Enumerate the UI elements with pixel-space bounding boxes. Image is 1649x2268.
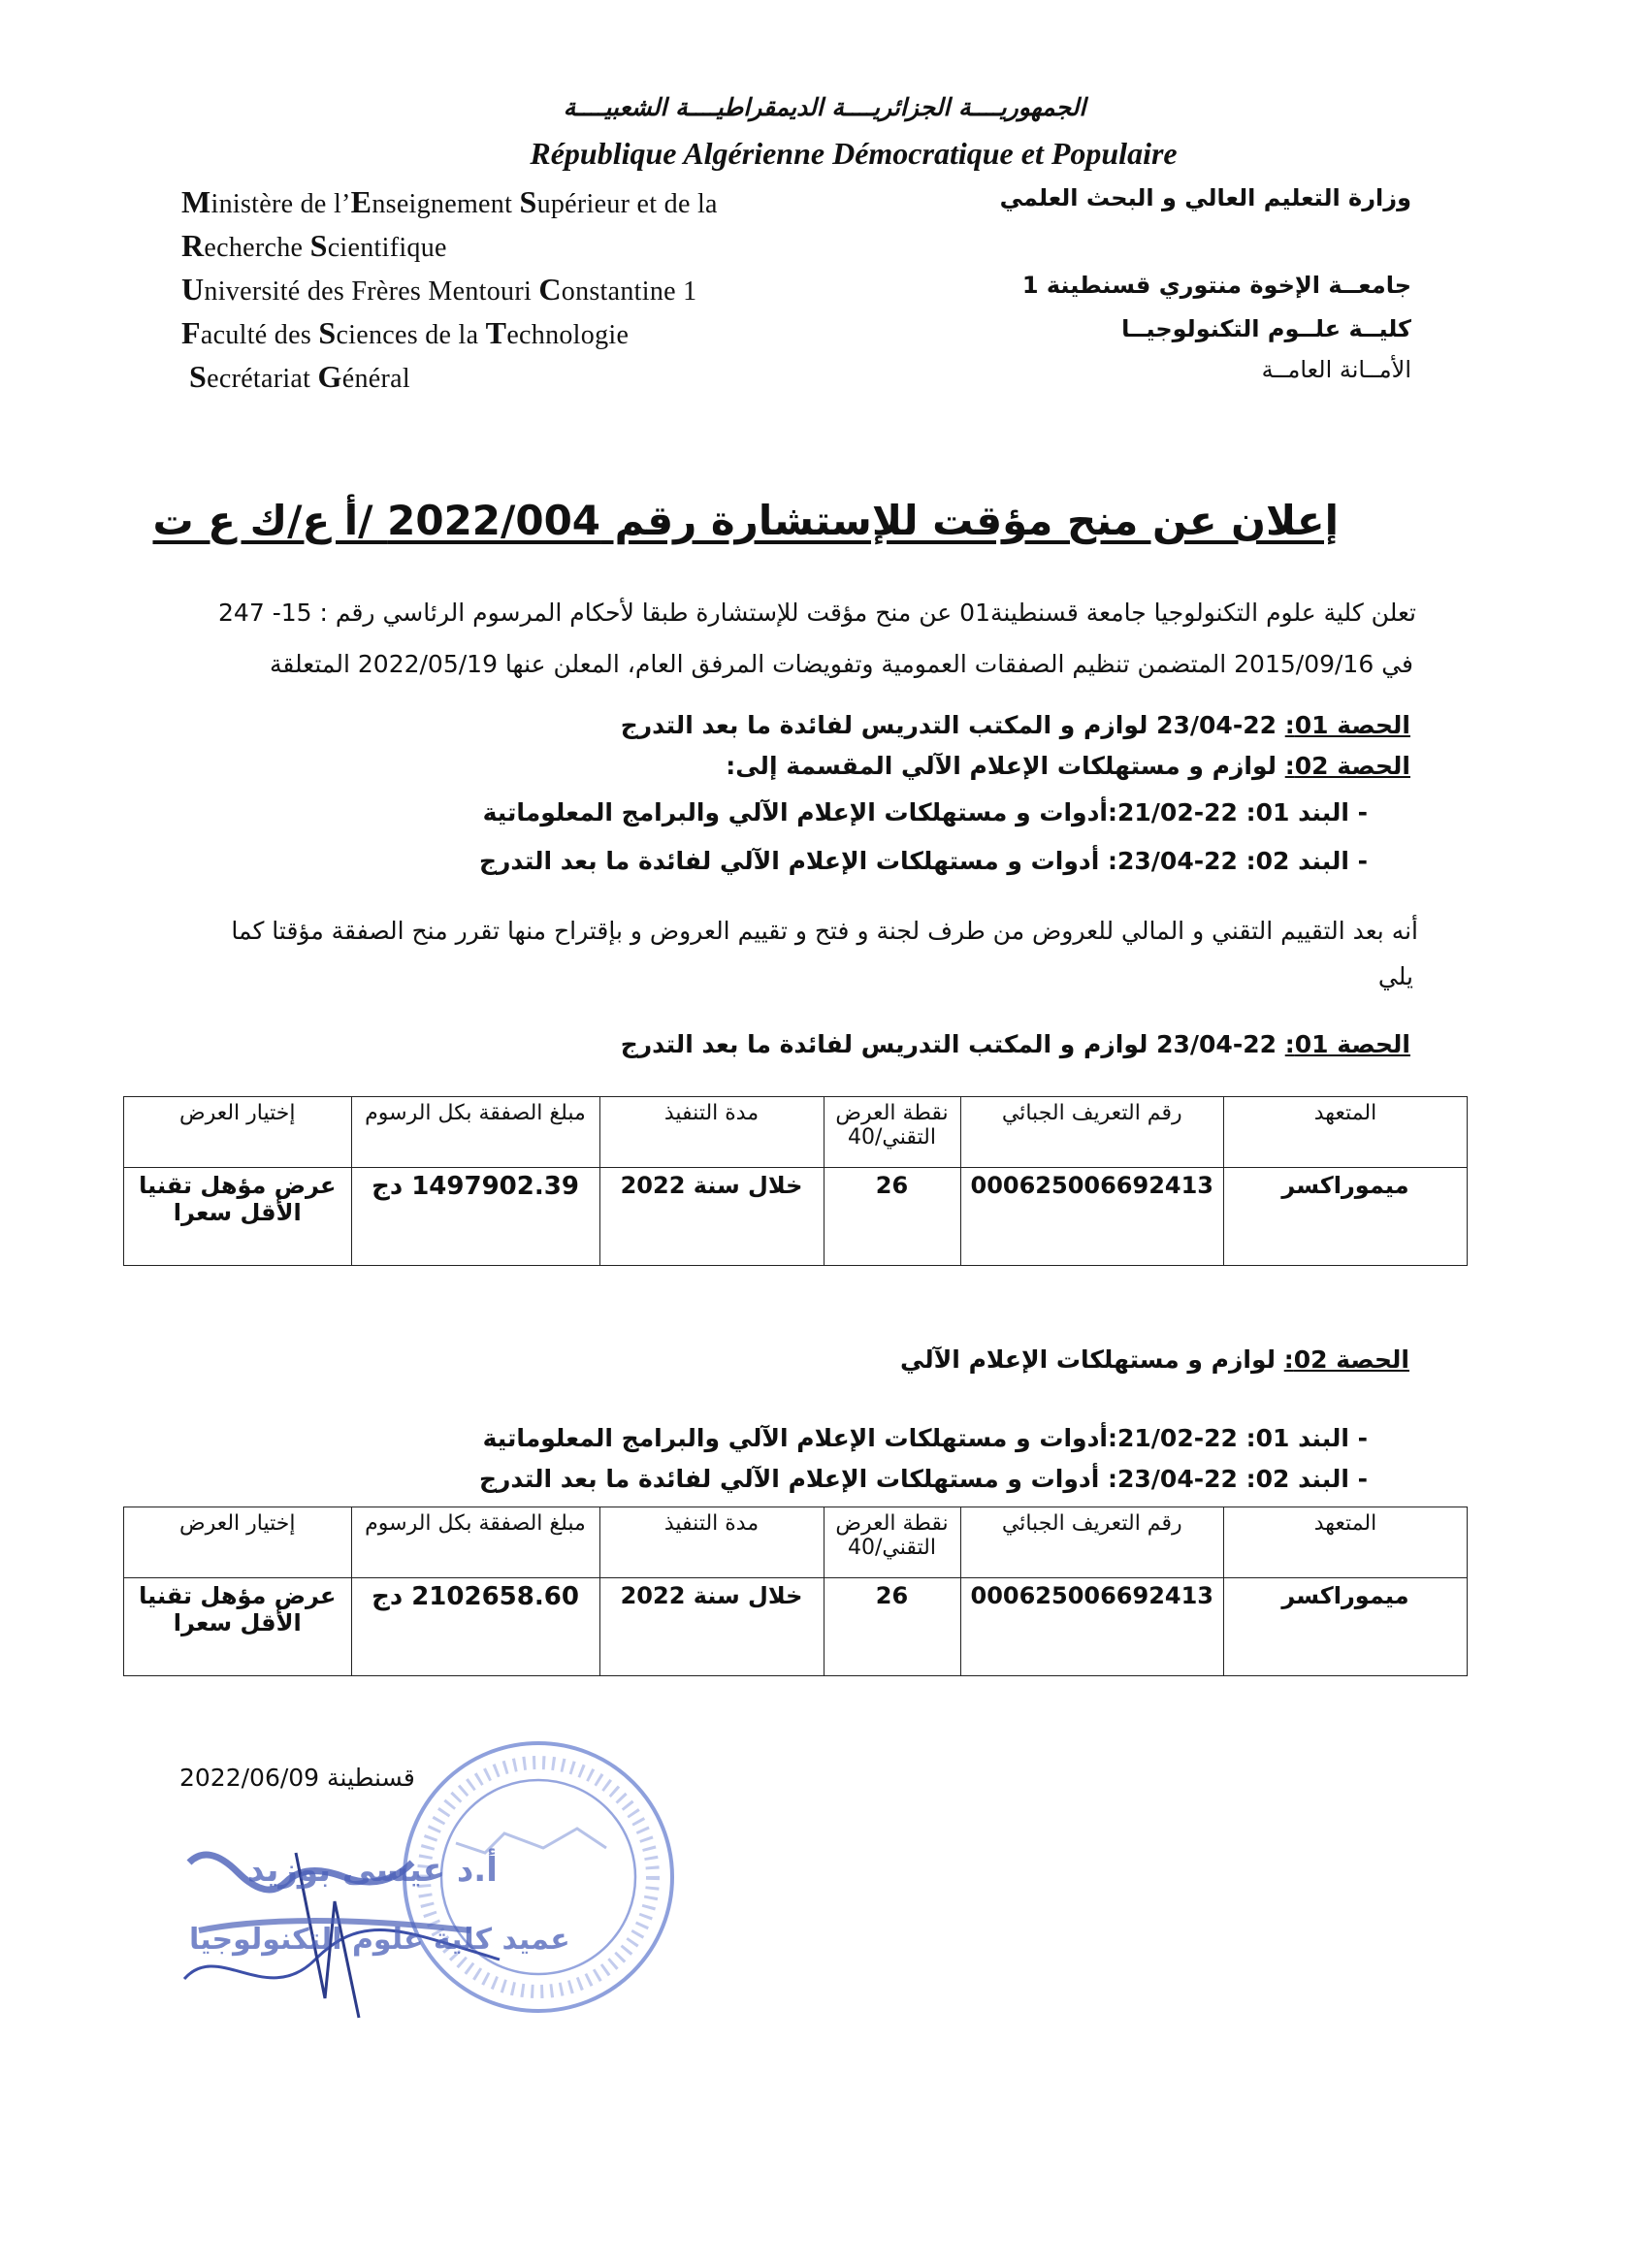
- cell-duration: خلال سنة 2022: [599, 1578, 824, 1676]
- header-ministry-fr: Ministère de l’Enseignement Supérieur et de la: [181, 184, 718, 219]
- header-ministry-ar: وزارة التعليم العالي و البحث العلمي: [999, 184, 1411, 211]
- cell-amount: 2102658.60 دج: [351, 1578, 599, 1676]
- cell-tax-id: 000625006692413: [960, 1578, 1224, 1676]
- cell-amount: 1497902.39 دج: [351, 1168, 599, 1266]
- intro-line-2: في 2015/09/16 المتضمن تنظيم الصفقات العمومية وتفويضات المرفق العام، المعلن عنها 2022/05/19 المتعلقة: [269, 650, 1413, 678]
- cell-contractor: ميموراكسر: [1224, 1168, 1468, 1266]
- lot1-intro: الحصة 01: 22-23/04 لوازم و المكتب التدريس لفائدة ما بعد التدرج: [620, 711, 1410, 739]
- lot2-item-1: - البند 01: 22-21/02:أدوات و مستهلكات الإعلام الآلي والبرامج المعلوماتية: [482, 1424, 1368, 1452]
- evaluation-line-2: يلي: [1377, 962, 1413, 990]
- page-title: إعلان عن منح مؤقت للإستشارة رقم 2022/004 /أ ع/ك ع ت: [152, 497, 1339, 544]
- lot1-heading: الحصة 01: 22-23/04 لوازم و المكتب التدريس لفائدة ما بعد التدرج: [620, 1030, 1410, 1058]
- evaluation-line-1: أنه بعد التقييم التقني و المالي للعروض من طرف لجنة و فتح و تقييم العروض و بإقتراح منها تقرر منح الصفقة مؤقتا كما: [231, 917, 1418, 945]
- lot2-intro-item-2: - البند 02: 22-23/04: أدوات و مستهلكات الإعلام الآلي لفائدة ما بعد التدرج: [479, 847, 1368, 875]
- col-contractor: المتعهد: [1224, 1507, 1468, 1578]
- header-republic-ar: الجمهوريــــة الجزائريــــة الديمقراطيــــة الشعبيــــة: [563, 93, 1086, 121]
- signature-name: أ.د عيسى بوزيد: [247, 1851, 498, 1890]
- table-row: [124, 1168, 1468, 1266]
- header-secretariat-fr: Secrétariat Général: [189, 359, 410, 394]
- col-contractor: المتعهد: [1224, 1097, 1468, 1168]
- header-university-ar: جامعــة الإخوة منتوري قسنطينة 1: [1021, 272, 1411, 299]
- col-tax-id: رقم التعريف الجبائي: [960, 1097, 1224, 1168]
- header-research-fr: Recherche Scientifique: [181, 228, 447, 263]
- lot2-table: [123, 1507, 1468, 1676]
- header-university-fr: Université des Frères Mentouri Constantine 1: [181, 272, 697, 307]
- cell-tech-score: 26: [824, 1578, 960, 1676]
- header-faculty-fr: Faculté des Sciences de la Technologie: [181, 315, 630, 350]
- col-choice: إختيار العرض: [124, 1097, 352, 1168]
- lot2-heading: الحصة 02: لوازم و مستهلكات الإعلام الآلي: [900, 1345, 1409, 1374]
- col-amount: مبلغ الصفقة بكل الرسوم: [351, 1097, 599, 1168]
- cell-tech-score: 26: [824, 1168, 960, 1266]
- table-row: [124, 1578, 1468, 1676]
- signature-title: عميد كلية علوم التكنولوجيا: [189, 1923, 570, 1957]
- place-date: قسنطينة 2022/06/09: [179, 1764, 415, 1792]
- intro-line-1: تعلن كلية علوم التكنولوجيا جامعة قسنطينة01 عن منح مؤقت للإستشارة طبقا لأحكام المرسوم الرئاسي رقم : 15- 247: [218, 599, 1416, 627]
- lot2-intro: الحصة 02: لوازم و مستهلكات الإعلام الآلي المقسمة إلى:: [726, 752, 1410, 780]
- header-secretariat-ar: الأمــانة العامــة: [1261, 356, 1411, 383]
- lot2-intro-item-1: - البند 01: 22-21/02:أدوات و مستهلكات الإعلام الآلي والبرامج المعلوماتية: [482, 798, 1368, 826]
- lot1-table: [123, 1096, 1468, 1266]
- cell-choice: عرض مؤهل تقنيا الأقل سعرا: [124, 1578, 352, 1676]
- col-tech-score: نقطة العرض التقني/40: [824, 1507, 960, 1578]
- col-amount: مبلغ الصفقة بكل الرسوم: [351, 1507, 599, 1578]
- cell-choice: عرض مؤهل تقنيا الأقل سعرا: [124, 1168, 352, 1266]
- lot2-item-2: - البند 02: 22-23/04: أدوات و مستهلكات الإعلام الآلي لفائدة ما بعد التدرج: [479, 1465, 1368, 1493]
- col-choice: إختيار العرض: [124, 1507, 352, 1578]
- col-tax-id: رقم التعريف الجبائي: [960, 1507, 1224, 1578]
- cell-tax-id: 000625006692413: [960, 1168, 1224, 1266]
- col-duration: مدة التنفيذ: [599, 1097, 824, 1168]
- header-republic-fr: République Algérienne Démocratique et Populaire: [530, 136, 1178, 171]
- col-tech-score: نقطة العرض التقني/40: [824, 1097, 960, 1168]
- header-faculty-ar: كليــة علــوم التكنولوجيــا: [1121, 315, 1411, 342]
- cell-contractor: ميموراكسر: [1224, 1578, 1468, 1676]
- cell-duration: خلال سنة 2022: [599, 1168, 824, 1266]
- col-duration: مدة التنفيذ: [599, 1507, 824, 1578]
